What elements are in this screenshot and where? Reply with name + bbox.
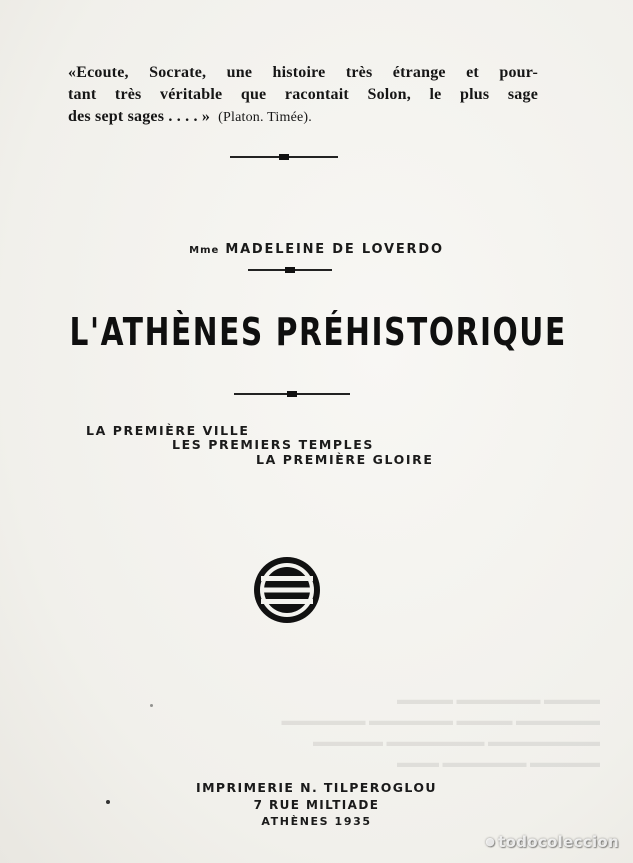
subtitle-line: LES PREMIERS TEMPLES	[172, 437, 374, 452]
publisher-name: IMPRIMERIE N. TILPEROGLOU	[196, 780, 437, 795]
divider-ornament	[248, 269, 332, 271]
show-through-text: ▬▬▬▬ ▬▬▬▬▬▬ ▬▬▬▬ ▬▬▬▬▬▬ ▬▬▬▬▬▬ ▬▬▬▬ ▬▬▬▬▬▬ ▬▬▬▬▬ ▬▬▬▬▬▬▬ ▬▬▬▬▬▬▬▬ ▬▬▬ ▬▬▬▬▬▬ ▬▬▬▬▬	[281, 693, 600, 771]
epigraph-line-1: «Ecoute, Socrate, une histoire très étrange et pour-	[68, 64, 538, 81]
epigraph-line-3	[68, 108, 312, 125]
divider-ornament	[234, 393, 350, 395]
author-prefix: Mme	[189, 245, 220, 256]
author-line	[0, 242, 633, 257]
epigraph-line-2: tant très véritable que racontait Solon, le plus sage	[68, 86, 538, 103]
epigraph-citation: (Platon. Timée).	[218, 110, 312, 125]
watermark-logo: ● todocoleccion	[485, 833, 619, 851]
subtitle-line: LA PREMIÈRE VILLE	[86, 423, 250, 438]
author-name: MADELEINE DE LOVERDO	[225, 242, 444, 257]
printer-emblem-icon	[252, 555, 322, 625]
epigraph	[68, 62, 538, 129]
watermark-text: todocoleccion	[498, 833, 619, 851]
publisher-address: 7 RUE MILTIADE	[253, 798, 380, 812]
book-title: L'ATHÈNES PRÉHISTORIQUE	[69, 310, 567, 354]
divider-ornament	[230, 156, 338, 158]
subtitle-line: LA PREMIÈRE GLOIRE	[256, 452, 434, 467]
publisher-city-year: ATHÈNES 1935	[261, 815, 372, 828]
epigraph-line-3-text: des sept sages . . . . »	[68, 108, 211, 125]
